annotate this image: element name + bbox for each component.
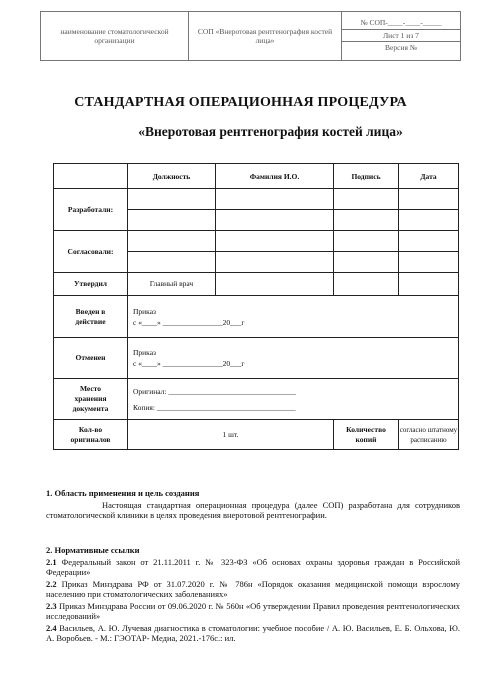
- table-header-row: [54, 164, 459, 189]
- col-date: Дата: [399, 164, 459, 189]
- version: Версия №: [385, 43, 417, 53]
- table-row: [54, 379, 459, 420]
- document-header: [40, 11, 461, 61]
- list-item: 2.4 Васильев, А. Ю. Лучевая диагностика в стоматологии: учебное пособие / А. Ю. Васильев, Е. Б. Ольхова, Ю. А. Воробьев. - М.: ГЭОТАР- Медиа, 2021.-176с.: ил.: [46, 622, 460, 643]
- sop-meta: [342, 12, 461, 61]
- col-position: Должность: [128, 164, 216, 189]
- originals-count-label: Кол-во оригиналов: [54, 420, 128, 450]
- sop-name: СОП «Внеротовая рентгенография костей лица»: [189, 12, 342, 61]
- agreed-label: Согласовали:: [54, 231, 128, 273]
- sheet-count: Лист 1 из 7: [342, 30, 460, 43]
- table-row: [54, 189, 459, 210]
- section-heading: 2. Нормативные ссылки: [46, 545, 140, 555]
- table-row: [54, 420, 459, 450]
- list-item: 2.1 Федеральный закон от 21.11.2011 г. № 323-ФЗ «Об основах охраны здоровья граждан в Российской Федерации»: [46, 556, 460, 577]
- table-row: [54, 231, 459, 252]
- introduced-order: Приказ с «____» ________________20___г: [128, 296, 459, 338]
- document-title: СТАНДАРТНАЯ ОПЕРАЦИОННАЯ ПРОЦЕДУРА: [74, 95, 407, 110]
- approved-label: Утвердил: [54, 273, 128, 296]
- organization-name: наименование стоматологической организации: [41, 12, 189, 61]
- section-scope: [46, 488, 460, 521]
- table-row: [54, 296, 459, 338]
- cancelled-order: Приказ с «____» ________________20___г: [128, 338, 459, 379]
- approved-position: Главный врач: [128, 273, 216, 296]
- storage-label: Место хранения документа: [54, 379, 128, 420]
- originals-count-value: 1 шт.: [128, 420, 334, 450]
- copies-count-value: согласно штатному расписанию: [399, 420, 459, 450]
- section-references: [46, 545, 460, 645]
- section-text: Настоящая стандартная операционная процедура (далее СОП) разработана для сотрудников стоматологической клиники в целях проведения внеротовой рентгенографии.: [46, 499, 460, 520]
- developed-label: Разработали:: [54, 189, 128, 231]
- document-subtitle: «Внеротовая рентгенография костей лица»: [138, 124, 403, 139]
- table-row: [54, 338, 459, 379]
- storage-fields: Оригинал: __________________________________ Копия: _____________________________________: [128, 379, 459, 420]
- sop-number: № СОП-____-____-_____: [342, 17, 460, 30]
- copies-count-label: Количество копий: [334, 420, 399, 450]
- list-item: 2.3 Приказ Минздрава России от 09.06.2020 г. № 560н «Об утверждении Правил проведения рентгенологических исследований»: [46, 600, 460, 621]
- table-row: [54, 273, 459, 296]
- col-signature: Подпись: [334, 164, 399, 189]
- col-name: Фамилия И.О.: [216, 164, 334, 189]
- introduced-label: Введен в действие: [54, 296, 128, 338]
- approval-table: [53, 163, 459, 450]
- section-heading: 1. Область применения и цель создания: [46, 488, 200, 498]
- list-item: 2.2 Приказ Минздрава РФ от 31.07.2020 г. № 786н «Порядок оказания медицинской помощи взрослому населению при стоматологических заболеваниях»: [46, 578, 461, 599]
- cancelled-label: Отменен: [54, 338, 128, 379]
